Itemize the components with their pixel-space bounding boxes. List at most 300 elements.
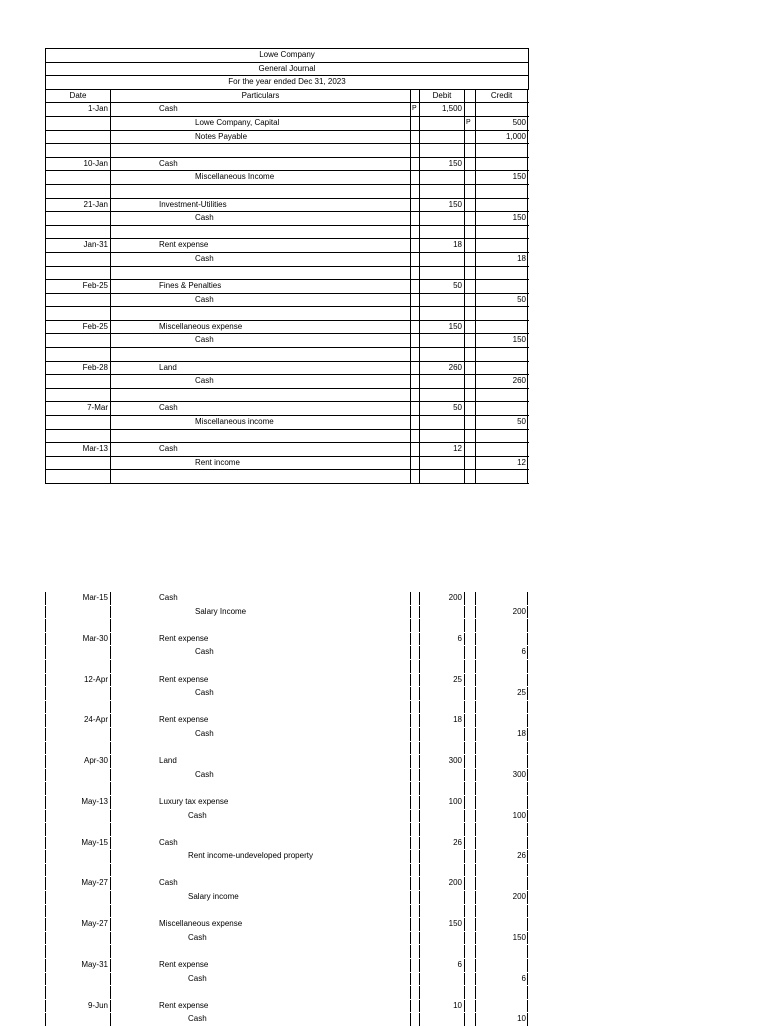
journal-table-page-1 bbox=[45, 48, 529, 484]
post-ref-credit-cell bbox=[464, 660, 475, 673]
credit-cell bbox=[475, 144, 528, 157]
post-ref-credit-cell bbox=[464, 959, 475, 972]
credit-cell bbox=[475, 103, 528, 116]
journal-line-row bbox=[45, 416, 529, 430]
journal-line-row bbox=[45, 212, 529, 226]
post-ref-credit-cell bbox=[464, 362, 475, 375]
post-ref-debit-cell bbox=[410, 687, 419, 700]
credit-cell bbox=[475, 1000, 528, 1013]
journal-entry-row bbox=[45, 103, 529, 117]
post-ref-debit-cell bbox=[410, 267, 419, 280]
particulars-cell: Notes Payable bbox=[110, 131, 410, 144]
date-cell: Mar-30 bbox=[45, 633, 110, 646]
credit-cell bbox=[475, 199, 528, 212]
credit-cell: 1,000 bbox=[475, 131, 528, 144]
particulars-cell: Cash bbox=[110, 294, 410, 307]
post-ref-credit-cell bbox=[464, 823, 475, 836]
particulars-cell: Rent expense bbox=[110, 239, 410, 252]
journal-entry-row bbox=[45, 443, 529, 457]
post-ref-credit-cell bbox=[464, 103, 475, 116]
post-ref-debit-cell bbox=[410, 171, 419, 184]
date-cell bbox=[45, 973, 110, 986]
post-ref-credit-cell bbox=[464, 307, 475, 320]
credit-cell: 260 bbox=[475, 375, 528, 388]
debit-cell: 200 bbox=[419, 592, 464, 605]
post-ref-debit-cell bbox=[410, 945, 419, 958]
particulars-cell: Fines & Penalties bbox=[110, 280, 410, 293]
debit-cell bbox=[419, 416, 464, 429]
credit-cell bbox=[475, 959, 528, 972]
blank-row bbox=[45, 430, 529, 444]
date-cell bbox=[45, 171, 110, 184]
credit-cell: 18 bbox=[475, 253, 528, 266]
post-ref-debit-cell bbox=[410, 701, 419, 714]
date-cell: Feb-25 bbox=[45, 321, 110, 334]
particulars-cell bbox=[110, 144, 410, 157]
post-ref-debit-cell bbox=[410, 430, 419, 443]
particulars-cell: Salary income bbox=[110, 891, 410, 904]
post-ref-credit-cell bbox=[464, 674, 475, 687]
particulars-cell: Rent expense bbox=[110, 959, 410, 972]
debit-cell bbox=[419, 646, 464, 659]
debit-cell bbox=[419, 769, 464, 782]
debit-cell bbox=[419, 294, 464, 307]
journal-line-row bbox=[45, 131, 529, 145]
date-cell bbox=[45, 850, 110, 863]
particulars-cell: Cash bbox=[110, 687, 410, 700]
debit-cell bbox=[419, 782, 464, 795]
post-ref-debit-cell bbox=[410, 796, 419, 809]
particulars-cell: Cash bbox=[110, 973, 410, 986]
post-ref-credit-cell bbox=[464, 742, 475, 755]
particulars-cell bbox=[110, 185, 410, 198]
post-ref-debit-cell bbox=[410, 769, 419, 782]
particulars-cell: Rent expense bbox=[110, 1000, 410, 1013]
journal-line-row bbox=[45, 171, 529, 185]
post-ref-credit-cell bbox=[464, 782, 475, 795]
journal-entry-row bbox=[45, 402, 529, 416]
debit-cell bbox=[419, 986, 464, 999]
date-cell: May-27 bbox=[45, 877, 110, 890]
journal-entry-row bbox=[45, 362, 529, 376]
post-ref-credit-cell bbox=[464, 850, 475, 863]
date-cell bbox=[45, 212, 110, 225]
credit-cell bbox=[475, 742, 528, 755]
date-cell bbox=[45, 606, 110, 619]
credit-cell bbox=[475, 158, 528, 171]
particulars-cell: Cash bbox=[110, 212, 410, 225]
post-ref-credit-cell bbox=[464, 619, 475, 632]
post-ref-debit-cell bbox=[410, 131, 419, 144]
credit-cell: 6 bbox=[475, 973, 528, 986]
particulars-cell: Miscellaneous Income bbox=[110, 171, 410, 184]
post-ref-credit-cell bbox=[464, 389, 475, 402]
post-ref-debit-cell bbox=[410, 321, 419, 334]
post-ref-debit-cell bbox=[410, 891, 419, 904]
post-ref-credit-cell bbox=[464, 769, 475, 782]
debit-cell bbox=[419, 131, 464, 144]
credit-cell bbox=[475, 185, 528, 198]
debit-cell bbox=[419, 348, 464, 361]
post-ref-credit-cell bbox=[464, 430, 475, 443]
debit-cell bbox=[419, 144, 464, 157]
particulars-cell: Rent expense bbox=[110, 674, 410, 687]
date-cell bbox=[45, 267, 110, 280]
post-ref-debit-cell: P bbox=[410, 103, 419, 116]
post-ref-debit-cell bbox=[410, 742, 419, 755]
debit-cell bbox=[419, 470, 464, 483]
credit-cell bbox=[475, 986, 528, 999]
date-cell bbox=[45, 782, 110, 795]
post-ref-debit-cell bbox=[410, 443, 419, 456]
date-cell: 21-Jan bbox=[45, 199, 110, 212]
particulars-cell: Investment-Utilities bbox=[110, 199, 410, 212]
post-ref-credit-cell bbox=[464, 158, 475, 171]
post-ref-credit-cell bbox=[464, 810, 475, 823]
post-ref-credit-cell bbox=[464, 294, 475, 307]
credit-cell bbox=[475, 782, 528, 795]
blank-row bbox=[45, 389, 529, 403]
post-ref-debit-cell bbox=[410, 389, 419, 402]
post-ref-credit-cell bbox=[464, 905, 475, 918]
debit-cell bbox=[419, 905, 464, 918]
journal-entry-row bbox=[45, 321, 529, 335]
credit-cell bbox=[475, 823, 528, 836]
post-ref-debit-cell bbox=[410, 457, 419, 470]
credit-cell: 200 bbox=[475, 606, 528, 619]
post-ref-debit-cell bbox=[410, 646, 419, 659]
post-ref-credit-header bbox=[464, 90, 475, 103]
credit-header: Credit bbox=[475, 90, 528, 103]
journal-line-row bbox=[45, 457, 529, 471]
particulars-cell bbox=[110, 986, 410, 999]
date-cell: 9-Jun bbox=[45, 1000, 110, 1013]
post-ref-debit-cell bbox=[410, 117, 419, 130]
post-ref-credit-cell bbox=[464, 945, 475, 958]
post-ref-debit-cell bbox=[410, 728, 419, 741]
date-cell bbox=[45, 457, 110, 470]
debit-cell: 150 bbox=[419, 158, 464, 171]
date-cell: May-13 bbox=[45, 796, 110, 809]
particulars-cell: Cash bbox=[110, 103, 410, 116]
debit-cell: 26 bbox=[419, 837, 464, 850]
particulars-cell bbox=[110, 307, 410, 320]
debit-cell bbox=[419, 430, 464, 443]
post-ref-credit-cell bbox=[464, 891, 475, 904]
date-cell bbox=[45, 253, 110, 266]
debit-cell: 18 bbox=[419, 714, 464, 727]
date-cell: Feb-28 bbox=[45, 362, 110, 375]
column-header-row bbox=[45, 90, 529, 104]
post-ref-credit-cell bbox=[464, 918, 475, 931]
debit-cell: 6 bbox=[419, 959, 464, 972]
credit-cell bbox=[475, 905, 528, 918]
debit-cell: 6 bbox=[419, 633, 464, 646]
post-ref-debit-cell bbox=[410, 592, 419, 605]
post-ref-credit-cell bbox=[464, 199, 475, 212]
date-cell bbox=[45, 416, 110, 429]
post-ref-debit-cell bbox=[410, 959, 419, 972]
journal-line-row bbox=[45, 334, 529, 348]
post-ref-debit-cell bbox=[410, 334, 419, 347]
credit-cell bbox=[475, 918, 528, 931]
credit-cell bbox=[475, 362, 528, 375]
debit-cell bbox=[419, 701, 464, 714]
journal-line-row bbox=[45, 117, 529, 131]
credit-cell bbox=[475, 837, 528, 850]
particulars-cell: Rent expense bbox=[110, 633, 410, 646]
blank-row bbox=[45, 144, 529, 158]
post-ref-debit-cell bbox=[410, 823, 419, 836]
date-cell bbox=[45, 307, 110, 320]
debit-cell bbox=[419, 945, 464, 958]
particulars-cell bbox=[110, 470, 410, 483]
particulars-cell bbox=[110, 660, 410, 673]
post-ref-debit-cell bbox=[410, 402, 419, 415]
credit-cell: 50 bbox=[475, 294, 528, 307]
credit-cell bbox=[475, 877, 528, 890]
date-cell bbox=[45, 619, 110, 632]
credit-cell bbox=[475, 701, 528, 714]
credit-cell: 150 bbox=[475, 932, 528, 945]
post-ref-credit-cell bbox=[464, 443, 475, 456]
date-cell bbox=[45, 348, 110, 361]
post-ref-credit-cell bbox=[464, 864, 475, 877]
post-ref-credit-cell bbox=[464, 185, 475, 198]
post-ref-credit-cell bbox=[464, 267, 475, 280]
debit-cell bbox=[419, 1013, 464, 1026]
post-ref-debit-header bbox=[410, 90, 419, 103]
credit-cell: 200 bbox=[475, 891, 528, 904]
post-ref-debit-cell bbox=[410, 348, 419, 361]
post-ref-credit-cell bbox=[464, 687, 475, 700]
post-ref-credit-cell bbox=[464, 470, 475, 483]
debit-cell: 150 bbox=[419, 321, 464, 334]
debit-cell: 100 bbox=[419, 796, 464, 809]
credit-cell bbox=[475, 633, 528, 646]
journal-entry-row bbox=[45, 199, 529, 213]
credit-cell bbox=[475, 470, 528, 483]
particulars-cell: Cash bbox=[110, 443, 410, 456]
post-ref-credit-cell bbox=[464, 348, 475, 361]
date-cell bbox=[45, 375, 110, 388]
post-ref-debit-cell bbox=[410, 144, 419, 157]
credit-cell: 500 bbox=[475, 117, 528, 130]
particulars-cell: Cash bbox=[110, 837, 410, 850]
post-ref-debit-cell bbox=[410, 199, 419, 212]
journal-line-row bbox=[45, 253, 529, 267]
date-cell bbox=[45, 742, 110, 755]
credit-cell bbox=[475, 755, 528, 768]
date-cell bbox=[45, 646, 110, 659]
post-ref-credit-cell bbox=[464, 714, 475, 727]
credit-cell bbox=[475, 430, 528, 443]
credit-cell: 50 bbox=[475, 416, 528, 429]
post-ref-credit-cell bbox=[464, 986, 475, 999]
date-cell bbox=[45, 945, 110, 958]
particulars-cell: Lowe Company, Capital bbox=[110, 117, 410, 130]
credit-cell bbox=[475, 267, 528, 280]
debit-cell bbox=[419, 619, 464, 632]
date-cell bbox=[45, 864, 110, 877]
credit-cell: 150 bbox=[475, 212, 528, 225]
post-ref-debit-cell bbox=[410, 932, 419, 945]
post-ref-debit-cell bbox=[410, 1013, 419, 1026]
debit-cell: 18 bbox=[419, 239, 464, 252]
date-cell bbox=[45, 986, 110, 999]
post-ref-debit-cell bbox=[410, 837, 419, 850]
post-ref-credit-cell bbox=[464, 837, 475, 850]
date-cell: May-27 bbox=[45, 918, 110, 931]
post-ref-credit-cell bbox=[464, 144, 475, 157]
particulars-cell: Rent expense bbox=[110, 714, 410, 727]
date-cell bbox=[45, 294, 110, 307]
debit-cell bbox=[419, 687, 464, 700]
date-cell bbox=[45, 226, 110, 239]
particulars-cell: Cash bbox=[110, 402, 410, 415]
blank-row bbox=[45, 470, 529, 484]
particulars-cell: Cash bbox=[110, 646, 410, 659]
journal-period: For the year ended Dec 31, 2023 bbox=[45, 76, 529, 90]
post-ref-credit-cell bbox=[464, 606, 475, 619]
post-ref-credit-cell bbox=[464, 646, 475, 659]
post-ref-credit-cell bbox=[464, 226, 475, 239]
particulars-cell bbox=[110, 701, 410, 714]
credit-cell: 100 bbox=[475, 810, 528, 823]
particulars-cell: Land bbox=[110, 755, 410, 768]
post-ref-credit-cell bbox=[464, 375, 475, 388]
date-cell bbox=[45, 810, 110, 823]
debit-cell bbox=[419, 850, 464, 863]
post-ref-debit-cell bbox=[410, 660, 419, 673]
date-cell: 7-Mar bbox=[45, 402, 110, 415]
date-cell bbox=[45, 823, 110, 836]
credit-cell bbox=[475, 619, 528, 632]
particulars-cell: Cash bbox=[110, 810, 410, 823]
particulars-cell: Cash bbox=[110, 253, 410, 266]
blank-row bbox=[45, 307, 529, 321]
post-ref-debit-cell bbox=[410, 633, 419, 646]
post-ref-debit-cell bbox=[410, 253, 419, 266]
particulars-cell: Miscellaneous income bbox=[110, 416, 410, 429]
journal-line-row bbox=[45, 294, 529, 308]
post-ref-debit-cell bbox=[410, 905, 419, 918]
particulars-cell: Cash bbox=[110, 334, 410, 347]
credit-cell bbox=[475, 592, 528, 605]
particulars-cell bbox=[110, 348, 410, 361]
post-ref-debit-cell bbox=[410, 918, 419, 931]
company-name: Lowe Company bbox=[45, 49, 529, 63]
credit-cell bbox=[475, 239, 528, 252]
date-cell bbox=[45, 769, 110, 782]
date-cell: Mar-13 bbox=[45, 443, 110, 456]
particulars-cell bbox=[110, 864, 410, 877]
post-ref-debit-cell bbox=[410, 782, 419, 795]
date-cell bbox=[45, 117, 110, 130]
debit-cell: 260 bbox=[419, 362, 464, 375]
particulars-cell: Cash bbox=[110, 158, 410, 171]
date-cell: Feb-25 bbox=[45, 280, 110, 293]
particulars-cell: Luxury tax expense bbox=[110, 796, 410, 809]
particulars-cell bbox=[110, 619, 410, 632]
particulars-cell bbox=[110, 945, 410, 958]
credit-cell bbox=[475, 660, 528, 673]
post-ref-debit-cell bbox=[410, 362, 419, 375]
post-ref-debit-cell bbox=[410, 416, 419, 429]
post-ref-credit-cell bbox=[464, 239, 475, 252]
date-cell: 10-Jan bbox=[45, 158, 110, 171]
debit-cell bbox=[419, 864, 464, 877]
credit-cell bbox=[475, 674, 528, 687]
date-cell bbox=[45, 144, 110, 157]
debit-cell: 50 bbox=[419, 280, 464, 293]
post-ref-debit-cell bbox=[410, 877, 419, 890]
credit-cell: 6 bbox=[475, 646, 528, 659]
date-cell bbox=[45, 389, 110, 402]
journal-entry-row bbox=[45, 158, 529, 172]
post-ref-debit-cell bbox=[410, 470, 419, 483]
post-ref-debit-cell bbox=[410, 375, 419, 388]
journal-line-row bbox=[45, 375, 529, 389]
blank-row bbox=[45, 226, 529, 240]
credit-cell: 300 bbox=[475, 769, 528, 782]
debit-cell bbox=[419, 389, 464, 402]
post-ref-debit-cell bbox=[410, 280, 419, 293]
debit-cell: 150 bbox=[419, 199, 464, 212]
debit-cell: 25 bbox=[419, 674, 464, 687]
post-ref-debit-cell bbox=[410, 294, 419, 307]
post-ref-debit-cell bbox=[410, 212, 419, 225]
debit-cell bbox=[419, 810, 464, 823]
blank-row bbox=[45, 267, 529, 281]
date-cell: May-15 bbox=[45, 837, 110, 850]
debit-cell: 1,500 bbox=[419, 103, 464, 116]
credit-cell bbox=[475, 443, 528, 456]
particulars-cell bbox=[110, 226, 410, 239]
particulars-cell: Cash bbox=[110, 592, 410, 605]
debit-cell bbox=[419, 253, 464, 266]
date-cell: Jan-31 bbox=[45, 239, 110, 252]
post-ref-debit-cell bbox=[410, 714, 419, 727]
post-ref-debit-cell bbox=[410, 619, 419, 632]
post-ref-credit-cell bbox=[464, 701, 475, 714]
credit-cell bbox=[475, 714, 528, 727]
date-cell bbox=[45, 1013, 110, 1026]
post-ref-credit-cell bbox=[464, 321, 475, 334]
particulars-cell: Cash bbox=[110, 728, 410, 741]
post-ref-credit-cell bbox=[464, 932, 475, 945]
credit-cell bbox=[475, 945, 528, 958]
date-cell bbox=[45, 891, 110, 904]
debit-cell bbox=[419, 185, 464, 198]
date-cell bbox=[45, 131, 110, 144]
debit-cell: 150 bbox=[419, 918, 464, 931]
particulars-cell: Salary Income bbox=[110, 606, 410, 619]
particulars-cell: Miscellaneous expense bbox=[110, 918, 410, 931]
date-cell bbox=[45, 932, 110, 945]
credit-cell: 18 bbox=[475, 728, 528, 741]
date-cell bbox=[45, 905, 110, 918]
debit-cell bbox=[419, 171, 464, 184]
debit-cell bbox=[419, 267, 464, 280]
debit-cell bbox=[419, 932, 464, 945]
particulars-cell: Rent income-undeveloped property bbox=[110, 850, 410, 863]
credit-cell bbox=[475, 321, 528, 334]
journal-entry-row bbox=[45, 280, 529, 294]
post-ref-debit-cell bbox=[410, 307, 419, 320]
particulars-cell bbox=[110, 782, 410, 795]
credit-cell bbox=[475, 864, 528, 877]
